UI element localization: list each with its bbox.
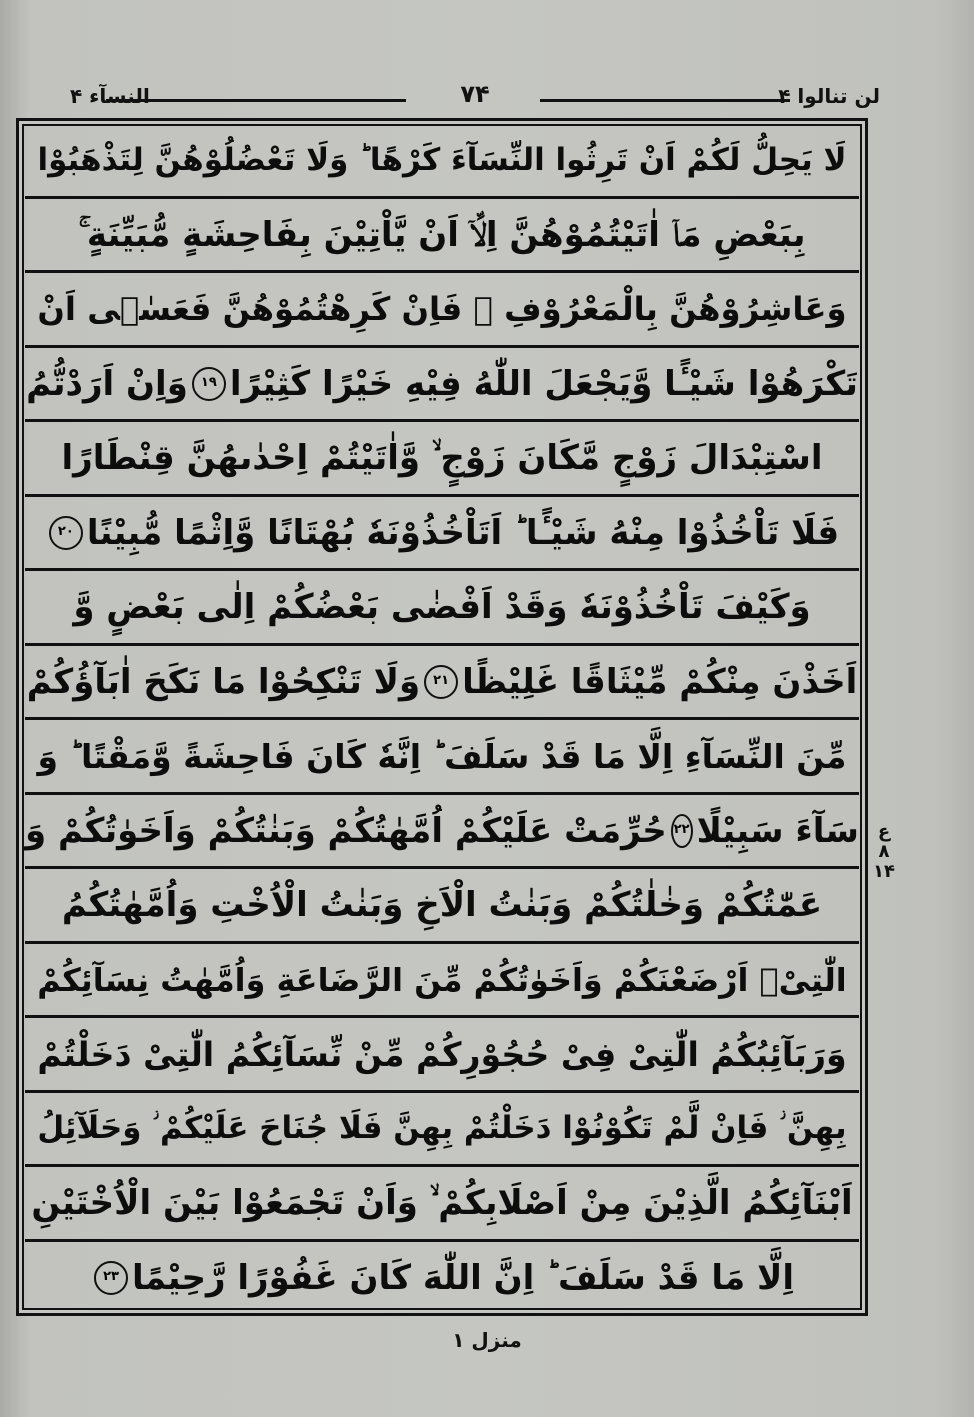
header-rule-right	[540, 99, 790, 102]
verse-line	[25, 870, 859, 944]
verse-text: اَخَذْنَ مِنْكُمْ مِّيْثَاقًا غَلِيْظًا	[462, 661, 858, 702]
ayah-number-marker: ۱۹	[192, 367, 226, 401]
verse-line	[25, 572, 859, 646]
verse-text: اِلَّا مَا قَدْ سَلَفَ ؕ اِنَّ اللّٰهَ كَانَ غَفُوْرًا رَّحِيْمًا	[132, 1257, 794, 1298]
verse-line	[25, 647, 859, 721]
verse-line	[25, 1243, 859, 1314]
manzil-footer: منزل ۱	[452, 1328, 522, 1352]
verse-text: وَعَاشِرُوْهُنَّ بِالْمَعْرُوْفِ ۚ فَاِنْ كَرِهْتُمُوْهُنَّ فَعَسٰۤى اَنْ	[37, 290, 847, 329]
verse-text-continued: وَلَا تَنْكِحُوْا مَا نَكَحَ اٰبَآؤُكُمْ	[26, 661, 421, 702]
verse-text: اسْتِبْدَالَ زَوْجٍ مَّكَانَ زَوْجٍ ۙ وَّاٰتَيْتُمْ اِحْدٰىهُنَّ قِنْطَارًا	[61, 438, 823, 479]
verse-line	[25, 349, 859, 423]
verse-line	[25, 721, 859, 795]
text-frame	[16, 118, 868, 1316]
header-rule-left	[106, 99, 406, 102]
ayah-number-marker: ۲۳	[94, 1261, 128, 1295]
verse-line	[25, 125, 859, 199]
verse-line	[25, 796, 859, 870]
verse-text: اَبْنَآئِكُمُ الَّذِيْنَ مِنْ اَصْلَابِكُمْ ۙ وَاَنْ تَجْمَعُوْا بَيْنَ الْاُخْتَيْنِ	[31, 1183, 853, 1224]
verse-line	[25, 423, 859, 497]
verse-text: عَمّٰتُكُمْ وَخٰلٰتُكُمْ وَبَنٰتُ الْاَخِ وَبَنٰتُ الْاُخْتِ وَاُمَّهٰتُكُمُ	[61, 885, 823, 926]
page-number: ۷۴	[460, 80, 490, 108]
verse-line	[25, 498, 859, 572]
verse-text: الّٰتِیْۤ اَرْضَعْنَكُمْ وَاَخَوٰتُكُمْ مِّنَ الرَّضَاعَةِ وَاُمَّهٰتُ نِسَآئِكُمْ	[37, 960, 847, 999]
verse-text: مِّنَ النِّسَآءِ اِلَّا مَا قَدْ سَلَفَ ؕ اِنَّهٗ كَانَ فَاحِشَةً وَّمَقْتًا ؕ وَ	[37, 736, 847, 776]
ayah-number-marker: ۲۱	[424, 665, 458, 699]
verse-line	[25, 1094, 859, 1168]
verse-line	[25, 274, 859, 348]
verse-text: وَكَيْفَ تَاْخُذُوْنَهٗ وَقَدْ اَفْضٰى بَعْضُكُمْ اِلٰى بَعْضٍ وَّ	[73, 587, 811, 628]
para-name: لن تنالوا ۴	[778, 84, 880, 108]
verse-line	[25, 1019, 859, 1093]
verse-line	[25, 945, 859, 1019]
verse-line	[25, 200, 859, 274]
verse-text: بِبَعْضِ مَاۤ اٰتَيْتُمُوْهُنَّ اِلَّاۤ اَنْ يَّاْتِيْنَ بِفَاحِشَةٍ مُّبَيِّنَةٍ ۚ	[78, 214, 806, 255]
verse-text-continued: وَاِنْ اَرَدْتُّمُ	[26, 363, 188, 404]
ruku-margin-marker: ع ۸ ۱۴	[873, 821, 895, 882]
surah-name: النسآء ۴	[70, 84, 150, 108]
verse-line	[25, 1168, 859, 1242]
verse-text: سَآءَ سَبِيْلًا	[696, 810, 859, 851]
verse-text: فَلَا تَاْخُذُوْا مِنْهُ شَيْـًٔا ؕ اَتَاْخُذُوْنَهٗ بُهْتَانًا وَّاِثْمًا مُّبِيْنًا	[86, 512, 840, 553]
verse-text: لَا يَحِلُّ لَكُمْ اَنْ تَرِثُوا النِّسَآءَ كَرْهًا ؕ وَلَا تَعْضُلُوْهُنَّ لِتَذْهَبُوْا	[37, 142, 847, 179]
verse-text: بِهِنَّ ؗ فَاِنْ لَّمْ تَكُوْنُوْا دَخَلْتُمْ بِهِنَّ فَلَا جُنَاحَ عَلَيْكُمْ ؗ وَحَلَآئِلُ	[37, 1110, 847, 1147]
ayah-number-marker: ۲۰	[49, 516, 83, 550]
page-header	[70, 82, 880, 116]
verse-text: تَكْرَهُوْا شَيْـًٔا وَّيَجْعَلَ اللّٰهُ فِيْهِ خَيْرًا كَثِيْرًا	[229, 363, 858, 404]
ayah-number-marker: ۲۲	[671, 814, 693, 848]
verse-text: وَرَبَآئِبُكُمُ الّٰتِیْ فِیْ حُجُوْرِكُمْ مِّنْ نِّسَآئِكُمُ الّٰتِیْ دَخَلْتُمْ	[37, 1034, 847, 1074]
verse-text-continued: حُرِّمَتْ عَلَيْكُمْ اُمَّهٰتُكُمْ وَبَنٰتُكُمْ وَاَخَوٰتُكُمْ وَ	[25, 810, 667, 851]
